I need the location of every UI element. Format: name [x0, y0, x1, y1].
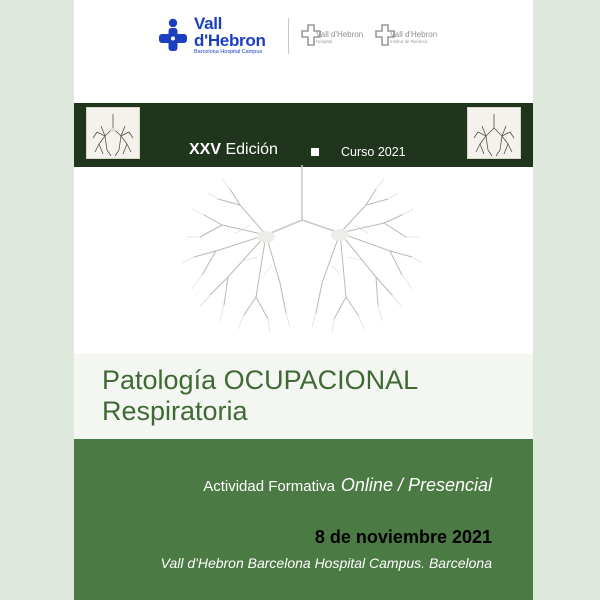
edition-number: XXV [189, 141, 222, 158]
vall-dhebron-cross-icon [156, 18, 190, 52]
edition-word: Edición [225, 141, 278, 158]
course-info-footer [74, 439, 533, 600]
course-title-line-1: Patología OCUPACIONAL [102, 365, 419, 395]
lungs-thumbnail-image [468, 108, 520, 158]
hospital-logo-sub: Hospital [316, 39, 333, 44]
hospital-logo-name: Vall d'Hebron [316, 30, 364, 39]
edition-label [189, 141, 278, 159]
title-block [74, 354, 533, 439]
logo-line-1: Vall [194, 14, 223, 33]
logo-line-2: d'Hebron [194, 31, 266, 50]
separator-square [311, 148, 319, 156]
vall-dhebron-logo [156, 15, 276, 55]
bronchial-tree-illustration [170, 165, 424, 341]
activity-mode: Online / Presencial [340, 475, 492, 495]
edition-band [74, 103, 533, 167]
lungs-thumbnail-right [467, 107, 521, 159]
lungs-thumbnail-left [86, 107, 140, 159]
institute-logo-name: Vall d'Hebron [390, 30, 438, 39]
lungs-thumbnail-image [87, 108, 139, 158]
course-title [102, 365, 418, 427]
logo-divider [288, 18, 289, 54]
activity-line [203, 475, 492, 496]
course-poster [74, 0, 533, 600]
institute-logo-sub: Institut de Recerca [390, 39, 428, 44]
logo-subtitle: Barcelona Hospital Campus [194, 49, 263, 55]
activity-label: Actividad Formativa [203, 478, 335, 495]
course-date: 8 de noviembre 2021 [314, 527, 492, 547]
course-year: Curso 2021 [341, 145, 406, 159]
course-title-line-2: Respiratoria [102, 396, 248, 426]
course-venue: Vall d'Hebron Barcelona Hospital Campus. Barcelona [160, 555, 492, 571]
